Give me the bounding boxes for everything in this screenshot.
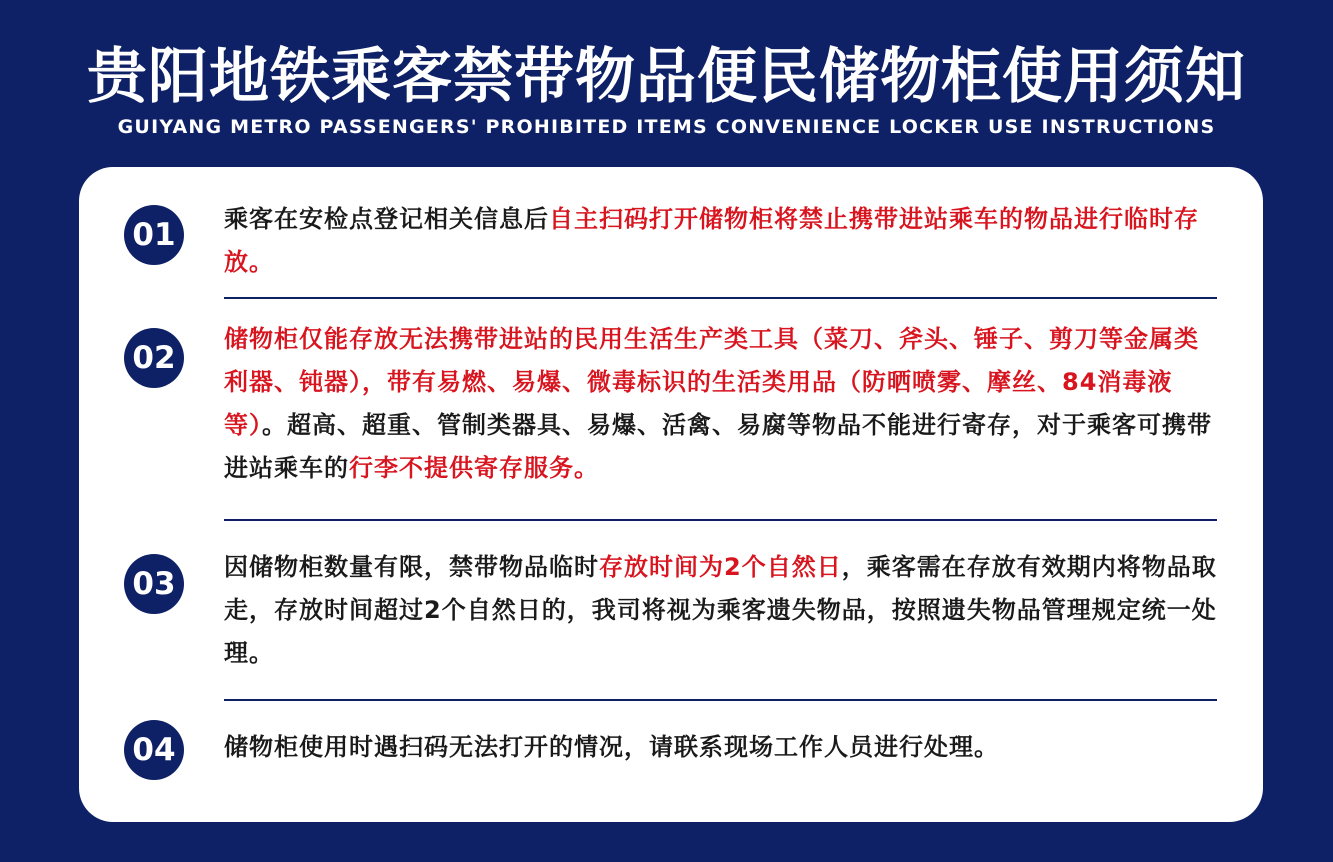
item-text (224, 198, 1220, 284)
item-number-badge: 01 (124, 205, 184, 265)
item-number-badge: 03 (124, 554, 184, 614)
divider (224, 519, 1217, 521)
text-segment-highlight: 行李不提供寄存服务。 (349, 454, 599, 482)
text-segment: 。超高、超重、管制类器具、易爆、活禽、易腐等物品不能进行寄存，对于乘客可携带进站乘车的 (224, 411, 1212, 482)
text-segment: 因储物柜数量有限，禁带物品临时 (224, 553, 599, 581)
text-segment-highlight: 自主扫码打开储物柜将禁止携带进站乘车的物品进行临时存放。 (224, 205, 1199, 276)
divider (224, 297, 1217, 299)
text-segment-highlight: 存放时间为2个自然日 (599, 553, 842, 581)
text-segment: 储物柜使用时遇扫码无法打开的情况，请联系现场工作人员进行处理。 (224, 733, 999, 761)
item-text (224, 726, 1220, 769)
text-segment: 乘客在安检点登记相关信息后 (224, 205, 549, 233)
text-segment-highlight: 储物柜仅能存放无法携带进站的民用生活生产类工具（菜刀、斧头、锤子、剪刀等金属类利器、钝器），带有易燃、易爆、微毒标识的生活类用品（防晒喷雾、摩丝、84消毒液等） (224, 325, 1199, 439)
page-title: 贵阳地铁乘客禁带物品便民储物柜使用须知 (87, 42, 1246, 112)
item-number-badge: 02 (124, 328, 184, 388)
page-subtitle: GUIYANG METRO PASSENGERS' PROHIBITED ITEMS CONVENIENCE LOCKER USE INSTRUCTIONS (117, 116, 1216, 138)
item-text (224, 318, 1220, 490)
item-number-badge: 04 (124, 720, 184, 780)
text-segment: ，乘客需在存放有效期内将物品取走，存放时间超过2个自然日的，我司将视为乘客遗失物品，按照遗失物品管理规定统一处理。 (224, 553, 1217, 667)
divider (224, 699, 1217, 701)
item-text (224, 546, 1220, 675)
instructions-card (79, 167, 1263, 822)
